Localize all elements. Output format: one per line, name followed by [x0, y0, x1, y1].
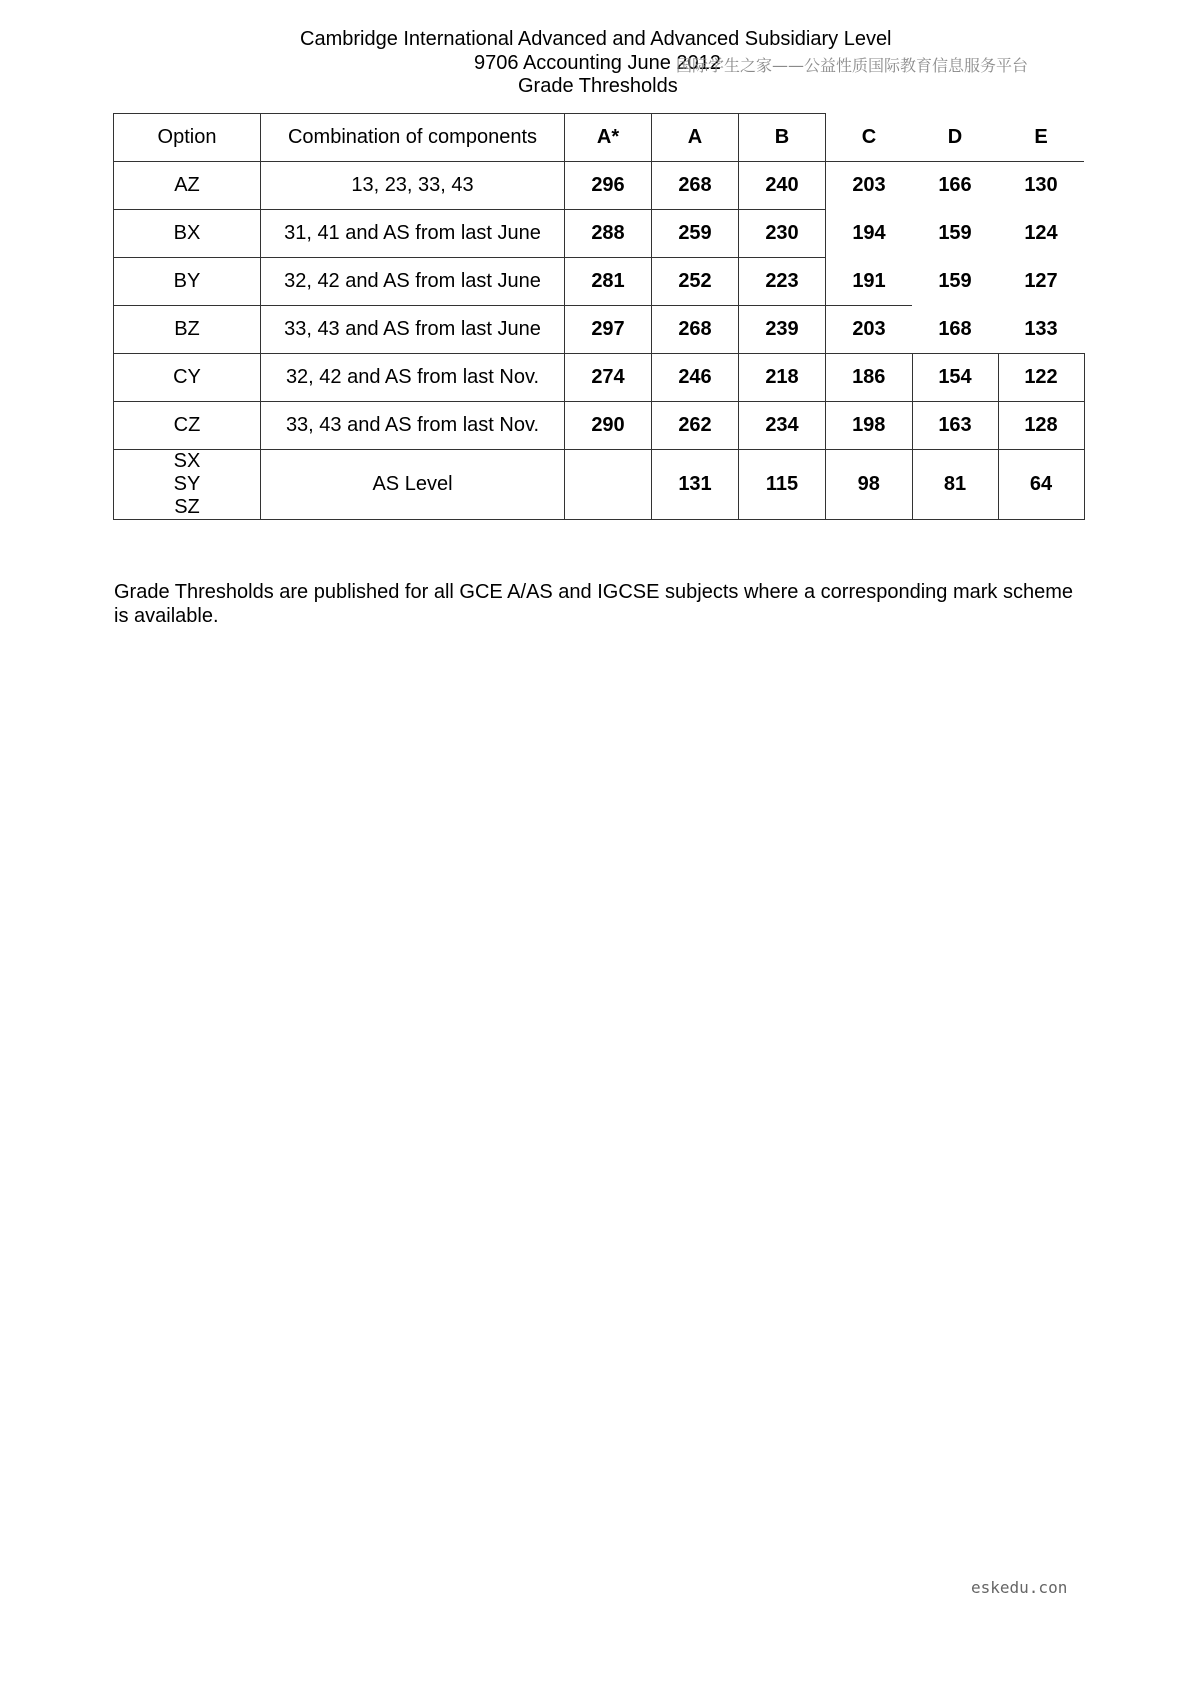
cell-option: SY [173, 473, 201, 495]
cell-option-stack [114, 450, 261, 520]
cell-a: 262 [652, 402, 739, 450]
cell-a-star: 290 [565, 402, 652, 450]
cell-a: 131 [652, 450, 739, 520]
cell-a-star [565, 450, 652, 520]
cell-e: 130 [1024, 174, 1058, 197]
table-row [114, 402, 1085, 450]
cell-combination: 32, 42 and AS from last Nov. [261, 354, 565, 402]
cell-a: 268 [652, 162, 739, 210]
header-grade-a: A [652, 114, 739, 162]
footer-watermark: eskedu.con [971, 1578, 1068, 1597]
cell-e: 127 [1024, 270, 1058, 292]
cell-a: 268 [652, 306, 739, 354]
cell-d: 154 [912, 354, 998, 402]
header-title-line3: Grade Thresholds [518, 75, 678, 97]
header-title-line2: 9706 Accounting June 2012 [474, 52, 721, 74]
cell-option: SX [173, 450, 201, 472]
cell-c: 191 [826, 258, 913, 306]
header-grade-a-star: A* [565, 114, 652, 162]
cell-a-star: 296 [565, 162, 652, 210]
cell-d: 163 [912, 402, 998, 450]
cell-d: 159 [938, 270, 972, 292]
header-option: Option [114, 114, 261, 162]
cell-a-star: 281 [565, 258, 652, 306]
cell-option: CZ [114, 402, 261, 450]
cell-option: SZ [174, 496, 200, 518]
grade-thresholds-table [113, 113, 1085, 520]
cell-a-star: 297 [565, 306, 652, 354]
watermark-text: 国际学生之家——公益性质国际教育信息服务平台 [676, 56, 1029, 75]
cell-d: 168 [912, 306, 998, 354]
cell-c: 186 [826, 354, 913, 402]
cell-d: 81 [912, 450, 998, 520]
table-row [114, 306, 1085, 354]
cell-d: 159 [938, 222, 972, 244]
cell-combination: 31, 41 and AS from last June [261, 210, 565, 258]
cell-option: BY [114, 258, 261, 306]
cell-a-star: 274 [565, 354, 652, 402]
table-row [114, 162, 1085, 210]
cell-e: 124 [1024, 222, 1058, 244]
cell-combination: 33, 43 and AS from last June [261, 306, 565, 354]
header-grade-b: B [739, 114, 826, 162]
cell-option: AZ [114, 162, 261, 210]
header-grade-e: E [998, 114, 1084, 162]
cell-combination: 33, 43 and AS from last Nov. [261, 402, 565, 450]
cell-e: 122 [998, 354, 1084, 402]
header-title-line1: Cambridge International Advanced and Advanced Subsidiary Level [300, 28, 892, 50]
table-row-as-level [114, 450, 1085, 520]
cell-b: 239 [739, 306, 826, 354]
cell-b: 115 [739, 450, 826, 520]
header-grade-d: D [912, 114, 998, 162]
cell-d: 166 [938, 174, 972, 197]
cell-b: 223 [739, 258, 826, 306]
cell-option: CY [114, 354, 261, 402]
cell-b: 240 [739, 162, 826, 210]
cell-b: 218 [739, 354, 826, 402]
cell-c: 194 [852, 222, 886, 244]
cell-e: 128 [998, 402, 1084, 450]
cell-a: 259 [652, 210, 739, 258]
table-row [114, 258, 1085, 306]
footnote-text: Grade Thresholds are published for all GCE A/AS and IGCSE subjects where a corresponding mark scheme is available. [114, 581, 1073, 627]
cell-combination: 13, 23, 33, 43 [261, 162, 565, 210]
table-header-row [114, 114, 1085, 162]
cell-combination: AS Level [261, 450, 565, 520]
cell-option: BZ [114, 306, 261, 354]
cell-option: BX [114, 210, 261, 258]
cell-a-star: 288 [565, 210, 652, 258]
cell-e: 64 [998, 450, 1084, 520]
cell-c: 198 [826, 402, 913, 450]
header-grade-c: C [826, 114, 913, 162]
cell-b: 230 [739, 210, 826, 258]
cell-c: 98 [826, 450, 913, 520]
table-row [114, 210, 1085, 258]
cell-a: 246 [652, 354, 739, 402]
header-combination: Combination of components [261, 114, 565, 162]
table-row [114, 354, 1085, 402]
cell-e: 133 [1024, 317, 1058, 340]
cell-c: 203 [852, 174, 886, 197]
cell-b: 234 [739, 402, 826, 450]
cell-combination: 32, 42 and AS from last June [261, 258, 565, 306]
cell-a: 252 [652, 258, 739, 306]
cell-c: 203 [826, 306, 913, 354]
